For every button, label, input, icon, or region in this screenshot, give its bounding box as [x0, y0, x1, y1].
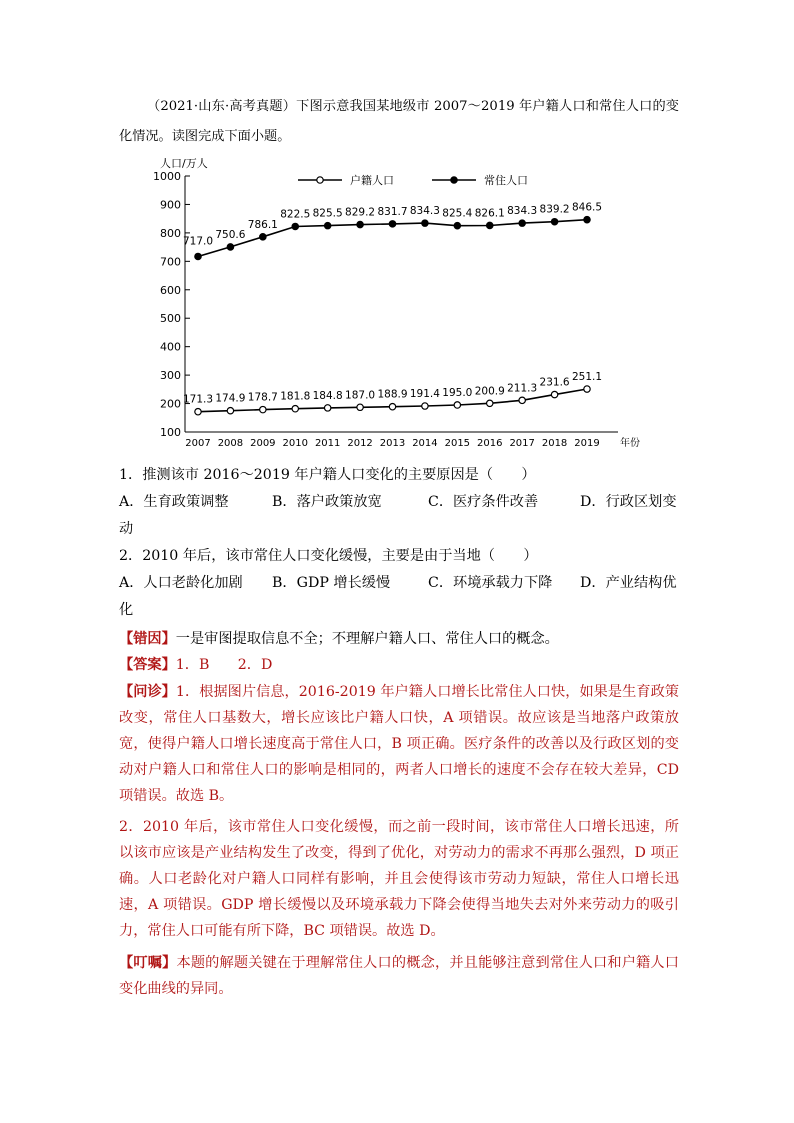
- registered-population-data-label: 231.6: [539, 376, 570, 389]
- registered-population-point: [357, 404, 363, 410]
- registered-population-data-label: 200.9: [474, 385, 505, 398]
- resident-population-point: [584, 216, 590, 222]
- reminder-text: 本题的解题关键在于理解常住人口的概念，并且能够注意到常住人口和户籍人口变化曲线的异同。: [119, 955, 679, 997]
- source-tag: （2021·山东·高考真题）: [147, 99, 297, 114]
- legend-resident-population-text: 常住人口: [484, 174, 528, 187]
- registered-population-point: [324, 405, 330, 411]
- x-tick-label: 2012: [347, 438, 373, 449]
- diagnosis-text-1: 1．根据图片信息，2016-2019 年户籍人口增长比常住人口快，如果是生育政策改变，常住人口基数大，增长应该比户籍人口快，A 项错误。故应该是当地落户政策放宽，使得户籍人口增长速度高于常住人口，B 项正确。医疗条件的改善以及行政区划的变动对户籍人口和常住人口的影响是相同的，两者人口增长的速度不会存在较大差异，CD 项错误。故选 B。: [119, 684, 679, 804]
- error-cause-text: 一是审图提取信息不全；不理解户籍人口、常住人口的概念。: [175, 631, 559, 647]
- resident-population-data-label: 834.3: [507, 205, 538, 218]
- resident-population-point: [389, 221, 395, 227]
- q1-option-c[interactable]: C．医疗条件改善: [428, 494, 539, 510]
- legend-registered-population-marker: [317, 177, 323, 183]
- registered-population-data-label: 184.8: [312, 389, 343, 402]
- y-tick-label: 300: [160, 369, 181, 383]
- y-tick-label: 800: [160, 226, 181, 240]
- intro-paragraph: [119, 92, 679, 152]
- q1-option-b[interactable]: B．落户政策放宽: [272, 494, 382, 510]
- intro-text: 下图示意我国某地级市 2007～2019 年户籍人口和常住人口的变化情况。读图完成下面小题。: [119, 99, 679, 144]
- registered-population-data-label: 187.0: [345, 389, 376, 402]
- reminder-label: 【叮嘱】: [119, 955, 177, 971]
- q1-stem: 1．推测该市 2016～2019 年户籍人口变化的主要原因是（ ）: [119, 467, 536, 483]
- q1-option-d[interactable]: D．行政区划变: [580, 494, 677, 510]
- registered-population-data-label: 188.9: [377, 388, 408, 401]
- answer-label: 【答案】: [119, 657, 176, 673]
- resident-population-data-label: 786.1: [247, 218, 278, 231]
- y-tick-label: 700: [160, 255, 181, 269]
- resident-population-data-label: 839.2: [539, 203, 570, 216]
- y-tick-label: 100: [160, 426, 181, 439]
- resident-population-point: [551, 219, 557, 225]
- q1-option-a[interactable]: A．生育政策调整: [119, 494, 229, 510]
- y-tick-label: 400: [160, 340, 181, 354]
- q1-option-d-continued: 动: [119, 521, 134, 537]
- registered-population-point: [422, 403, 428, 409]
- registered-population-data-label: 251.1: [571, 371, 603, 384]
- reminder: [119, 950, 679, 1002]
- x-tick-label: 2018: [541, 438, 568, 449]
- y-tick-label: 500: [160, 312, 181, 326]
- resident-population-data-label: 846.5: [571, 201, 603, 214]
- registered-population-data-label: 171.3: [182, 393, 214, 406]
- registered-population-point: [195, 409, 201, 415]
- x-tick-label: 2010: [282, 438, 308, 449]
- q2-option-d[interactable]: D．产业结构优: [580, 575, 677, 591]
- x-tick-label: 2008: [217, 438, 244, 449]
- resident-population-data-label: 831.7: [377, 205, 408, 218]
- registered-population-point: [519, 397, 525, 403]
- error-cause-label: 【错因】: [119, 631, 176, 647]
- resident-population-data-label: 826.1: [474, 207, 505, 220]
- registered-population-point: [454, 402, 460, 408]
- legend-resident-population-marker: [451, 177, 457, 183]
- registered-population-data-label: 191.4: [409, 388, 440, 401]
- resident-population-point: [195, 253, 201, 259]
- resident-population-point: [292, 223, 298, 229]
- y-tick-label: 600: [160, 283, 181, 297]
- registered-population-point: [389, 404, 395, 410]
- q2-option-a[interactable]: A．人口老龄化加剧: [119, 575, 243, 591]
- registered-population-data-label: 174.9: [215, 392, 246, 405]
- y-tick-label: 1000: [153, 170, 181, 183]
- registered-population-point: [487, 400, 493, 406]
- resident-population-data-label: 825.4: [442, 207, 473, 220]
- resident-population-data-label: 829.2: [345, 206, 376, 219]
- x-tick-label: 2007: [185, 438, 211, 449]
- diagnosis-paragraph-2: 2．2010 年后，该市常住人口变化缓慢，而之前一段时间，该市常住人口增长迅速，所以该市应该是产业结构发生了改变，得到了优化，对劳动力的需求不再那么强烈，D 项正确。人口老龄化对户籍人口同样有影响，并且会使得该市劳动力短缺，常住人口增长迅速，A 项错误。GDP 增长缓慢以及环境承载力下降会使得当地失去对外来劳动力的吸引力，常住人口可能有所下降，BC 项错误。故选 D。: [119, 819, 679, 939]
- q2-option-c[interactable]: C．环境承载力下降: [428, 575, 553, 591]
- registered-population-point: [551, 391, 557, 397]
- y-tick-label: 900: [160, 198, 181, 212]
- answer-text: 1．B 2．D: [175, 657, 273, 673]
- resident-population-point: [454, 222, 460, 228]
- resident-population-data-label: 822.5: [280, 208, 311, 221]
- x-tick-label: 2019: [574, 438, 600, 449]
- resident-population-data-label: 717.0: [182, 235, 214, 248]
- resident-population-point: [357, 221, 363, 227]
- resident-population-point: [487, 222, 493, 228]
- resident-population-point: [260, 234, 266, 240]
- x-tick-label: 2015: [444, 438, 471, 449]
- legend-registered-population-text: 户籍人口: [350, 174, 394, 187]
- resident-population-point: [227, 244, 233, 250]
- diagnosis-label: 【问诊】: [119, 684, 176, 700]
- error-cause: [119, 626, 679, 652]
- resident-population-point: [422, 220, 428, 226]
- x-tick-label: 2014: [412, 438, 438, 449]
- q2-option-d-continued: 化: [119, 602, 134, 618]
- y-tick-label: 200: [160, 397, 181, 411]
- population-line-chart: [150, 152, 670, 452]
- diagnosis-paragraph-1: [119, 679, 679, 809]
- x-tick-label: 2017: [509, 438, 535, 449]
- x-tick-label: 2013: [379, 438, 406, 449]
- q2-stem: 2．2010 年后，该市常住人口变化缓慢，主要是由于当地（ ）: [119, 548, 538, 564]
- registered-population-data-label: 195.0: [442, 386, 473, 399]
- registered-population-point: [584, 386, 590, 392]
- q2-option-b[interactable]: B．GDP 增长缓慢: [272, 575, 391, 591]
- resident-population-data-label: 750.6: [215, 228, 246, 241]
- registered-population-point: [292, 406, 298, 412]
- y-axis-label: 人口/万人: [160, 157, 208, 170]
- registered-population-data-label: 181.8: [280, 390, 311, 403]
- answer: [119, 652, 679, 678]
- x-tick-label: 2011: [314, 438, 341, 449]
- registered-population-point: [227, 407, 233, 413]
- resident-population-point: [324, 222, 330, 228]
- x-tick-label: 2016: [477, 438, 503, 449]
- x-tick-label: 2009: [250, 438, 276, 449]
- registered-population-point: [260, 406, 266, 412]
- resident-population-point: [519, 220, 525, 226]
- x-axis-label: 年份: [620, 438, 640, 449]
- registered-population-data-label: 211.3: [507, 382, 538, 395]
- registered-population-data-label: 178.7: [247, 391, 278, 404]
- resident-population-data-label: 825.5: [312, 207, 343, 220]
- resident-population-data-label: 834.3: [409, 205, 440, 218]
